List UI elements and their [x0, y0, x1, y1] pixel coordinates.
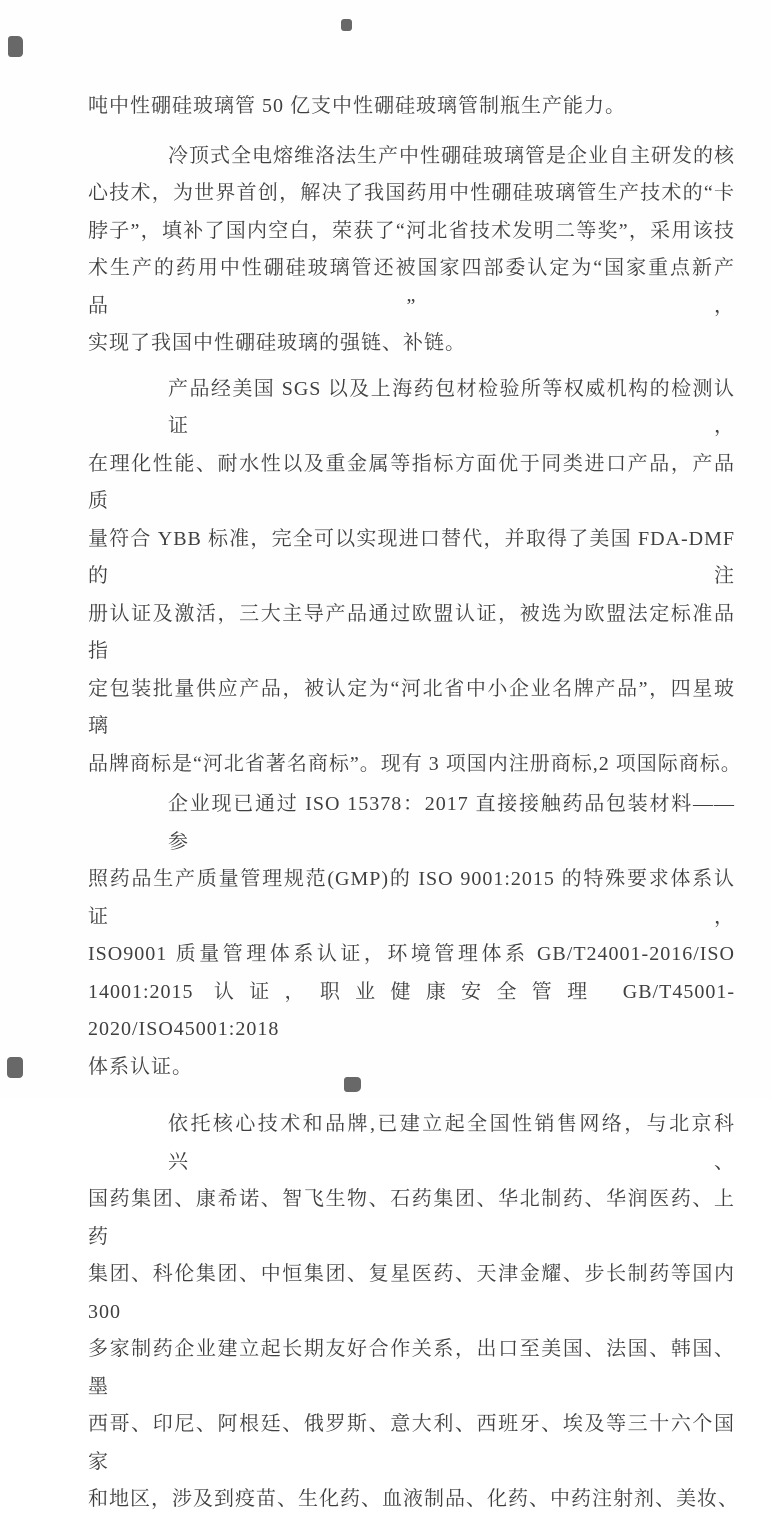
text-line: 心技术，为世界首创，解决了我国药用中性硼硅玻璃管生产技术的“卡 [88, 182, 735, 204]
text-line: 在理化性能、耐水性以及重金属等指标方面优于同类进口产品，产品质 [88, 452, 735, 512]
text-line: 术生产的药用中性硼硅玻璃管还被国家四部委认定为“国家重点新产品”， [88, 257, 735, 317]
paragraph [88, 1106, 739, 1519]
scan-mark-top-center [341, 19, 352, 31]
text-line: 实现了我国中性硼硅玻璃的强链、补链。 [88, 332, 466, 354]
text-line: 产品经美国 SGS 以及上海药包材检验所等权威机构的检测认证， [168, 377, 735, 437]
text-line: 照药品生产质量管理规范(GMP)的 ISO 9001:2015 的特殊要求体系认证， [88, 868, 735, 928]
text-line: 冷顶式全电熔维洛法生产中性硼硅玻璃管是企业自主研发的核 [168, 144, 735, 167]
text-line: 品牌商标是“河北省著名商标”。现有 3 项国内注册商标,2 项国际商标。 [88, 752, 742, 775]
text-line: 14001:2015 认证，职业健康安全管理 GB/T45001-2020/ISO45001:2018 [88, 980, 735, 1040]
text-line: 册认证及激活，三大主导产品通过欧盟认证，被选为欧盟法定标准品指 [88, 602, 735, 662]
text-line: 西哥、印尼、阿根廷、俄罗斯、意大利、西班牙、埃及等三十六个国家 [88, 1413, 735, 1473]
paragraph [88, 138, 735, 363]
scan-mark-bottom-left [7, 1057, 23, 1078]
text-line: ISO9001 质量管理体系认证，环境管理体系 GB/T24001-2016/ISO [88, 943, 735, 965]
text-line: 体系认证。 [88, 1055, 193, 1078]
paragraph [88, 88, 735, 126]
text-line: 企业现已通过 ISO 15378：2017 直接接触药品包装材料——参 [168, 793, 735, 853]
text-line: 国药集团、康希诺、智飞生物、石药集团、华北制药、华润医药、上药 [88, 1188, 735, 1248]
scan-mark-top-left [8, 36, 23, 57]
text-line: 和地区，涉及到疫苗、生化药、血液制品、化药、中药注射剂、美妆、 [88, 1488, 739, 1510]
text-line: 吨中性硼硅玻璃管 50 亿支中性硼硅玻璃管制瓶生产能力。 [88, 95, 626, 117]
text-line: 依托核心技术和品牌,已建立起全国性销售网络，与北京科兴、 [168, 1113, 735, 1173]
text-line: 多家制药企业建立起长期友好合作关系，出口至美国、法国、韩国、墨 [88, 1338, 735, 1398]
text-line: 集团、科伦集团、中恒集团、复星医药、天津金耀、步长制药等国内 300 [88, 1263, 735, 1323]
text-line: 脖子”，填补了国内空白，荣获了“河北省技术发明二等奖”，采用该技 [88, 219, 735, 242]
document-text-block [88, 88, 742, 1519]
paragraph [88, 786, 735, 1086]
paragraph [88, 371, 742, 784]
text-line: 量符合 YBB 标准，完全可以实现进口替代，并取得了美国 FDA-DMF 的注 [88, 527, 735, 587]
text-line: 定包装批量供应产品，被认定为“河北省中小企业名牌产品”，四星玻璃 [88, 677, 735, 737]
